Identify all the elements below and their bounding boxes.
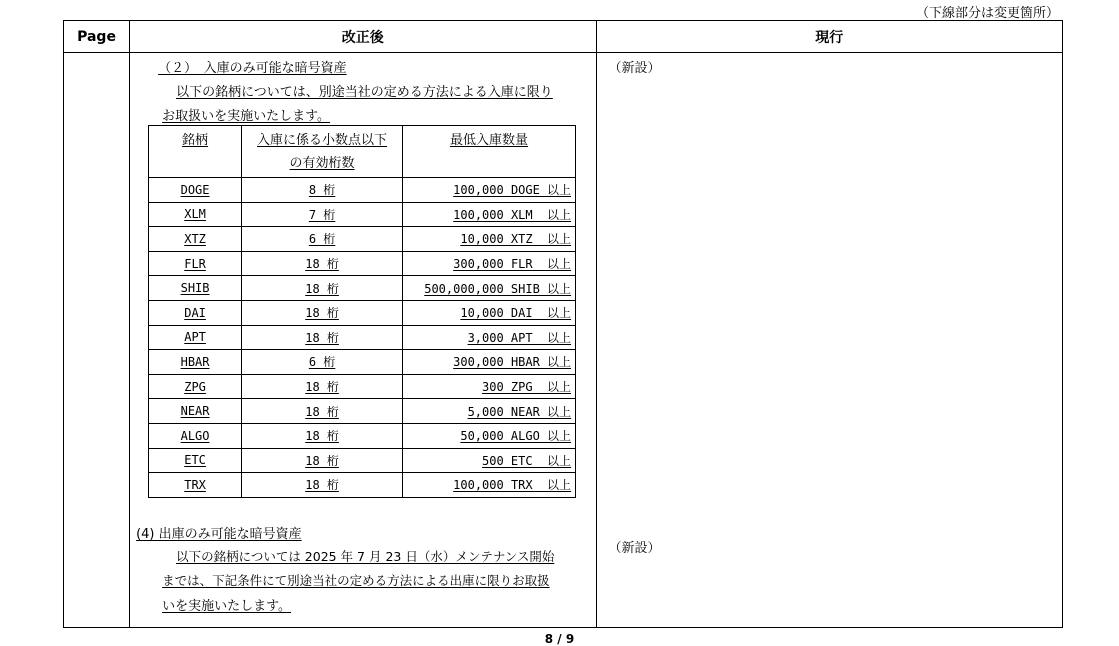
asset-decimals: 18 桁 (242, 300, 403, 325)
decimals-header: 入庫に係る小数点以下 の有効桁数 (242, 126, 403, 178)
asset-min-qty: 50,000 ALGO 以上 (403, 423, 576, 448)
section4-line2: までは、下記条件にて別途当社の定める方法による出庫に限りお取扱 (162, 573, 550, 588)
page-header: Page (64, 21, 130, 53)
page-number: 8 / 9 (544, 632, 575, 646)
asset-symbol: HBAR (149, 350, 242, 375)
asset-symbol: DAI (149, 300, 242, 325)
asset-symbol: SHIB (149, 276, 242, 301)
current-cell (596, 53, 1062, 628)
asset-decimals: 18 桁 (242, 423, 403, 448)
asset-symbol: XTZ (149, 227, 242, 252)
asset-row (149, 251, 576, 276)
asset-min-qty: 300,000 FLR 以上 (403, 251, 576, 276)
asset-symbol: ALGO (149, 423, 242, 448)
asset-min-qty: 10,000 DAI 以上 (403, 300, 576, 325)
comparison-table (63, 20, 1063, 628)
asset-decimals: 18 桁 (242, 276, 403, 301)
asset-min-qty: 100,000 XLM 以上 (403, 202, 576, 227)
asset-min-qty: 5,000 NEAR 以上 (403, 399, 576, 424)
asset-min-qty: 300 ZPG 以上 (403, 374, 576, 399)
asset-row (149, 374, 576, 399)
asset-decimals: 18 桁 (242, 325, 403, 350)
asset-min-qty: 300,000 HBAR 以上 (403, 350, 576, 375)
symbol-header: 銘柄 (149, 126, 242, 178)
asset-min-qty: 3,000 APT 以上 (403, 325, 576, 350)
change-note: （下線部分は変更箇所） (915, 6, 1059, 21)
asset-decimals: 8 桁 (242, 178, 403, 203)
current-header: 現行 (596, 21, 1062, 53)
asset-symbol: TRX (149, 473, 242, 498)
asset-symbol: APT (149, 325, 242, 350)
asset-row (149, 473, 576, 498)
section4-title: (4) 出庫のみ可能な暗号資産 (136, 527, 302, 542)
page-cell (64, 53, 130, 628)
asset-min-qty: 500 ETC 以上 (403, 448, 576, 473)
asset-decimals: 18 桁 (242, 473, 403, 498)
asset-symbol: ZPG (149, 374, 242, 399)
inner-header-row (149, 126, 576, 178)
asset-symbol: ETC (149, 448, 242, 473)
asset-decimals: 18 桁 (242, 448, 403, 473)
asset-min-qty: 500,000,000 SHIB 以上 (403, 276, 576, 301)
asset-decimals: 18 桁 (242, 399, 403, 424)
asset-decimals: 18 桁 (242, 374, 403, 399)
asset-decimals: 6 桁 (242, 227, 403, 252)
asset-decimals: 6 桁 (242, 350, 403, 375)
asset-min-qty: 10,000 XTZ 以上 (403, 227, 576, 252)
asset-row (149, 300, 576, 325)
asset-row (149, 202, 576, 227)
min-qty-header: 最低入庫数量 (403, 126, 576, 178)
revised-cell (130, 53, 596, 628)
asset-min-qty: 100,000 DOGE 以上 (403, 178, 576, 203)
inbound-assets-table (148, 125, 576, 498)
section2-line1: 以下の銘柄については、別途当社の定める方法による入庫に限り (176, 85, 553, 100)
header-row (64, 21, 1063, 53)
current-new-label-1: （新設） (608, 61, 661, 76)
asset-row (149, 178, 576, 203)
section4-line3: いを実施いたします。 (162, 599, 292, 614)
section4-line1: 以下の銘柄については 2025 年 7 月 23 日（水）メンテナンス開始 (176, 549, 555, 564)
asset-decimals: 18 桁 (242, 251, 403, 276)
asset-row (149, 325, 576, 350)
asset-min-qty: 100,000 TRX 以上 (403, 473, 576, 498)
section2-line2: お取扱いを実施いたします。 (162, 109, 331, 124)
asset-row (149, 448, 576, 473)
asset-row (149, 350, 576, 375)
asset-row (149, 423, 576, 448)
asset-symbol: XLM (149, 202, 242, 227)
asset-row (149, 399, 576, 424)
section2-title: （２） 入庫のみ可能な暗号資産 (158, 61, 347, 76)
revised-header: 改正後 (130, 21, 596, 53)
asset-row (149, 276, 576, 301)
asset-symbol: NEAR (149, 399, 242, 424)
asset-symbol: FLR (149, 251, 242, 276)
body-row (64, 53, 1063, 628)
asset-symbol: DOGE (149, 178, 242, 203)
asset-row (149, 227, 576, 252)
current-new-label-2: （新設） (608, 541, 661, 556)
asset-decimals: 7 桁 (242, 202, 403, 227)
